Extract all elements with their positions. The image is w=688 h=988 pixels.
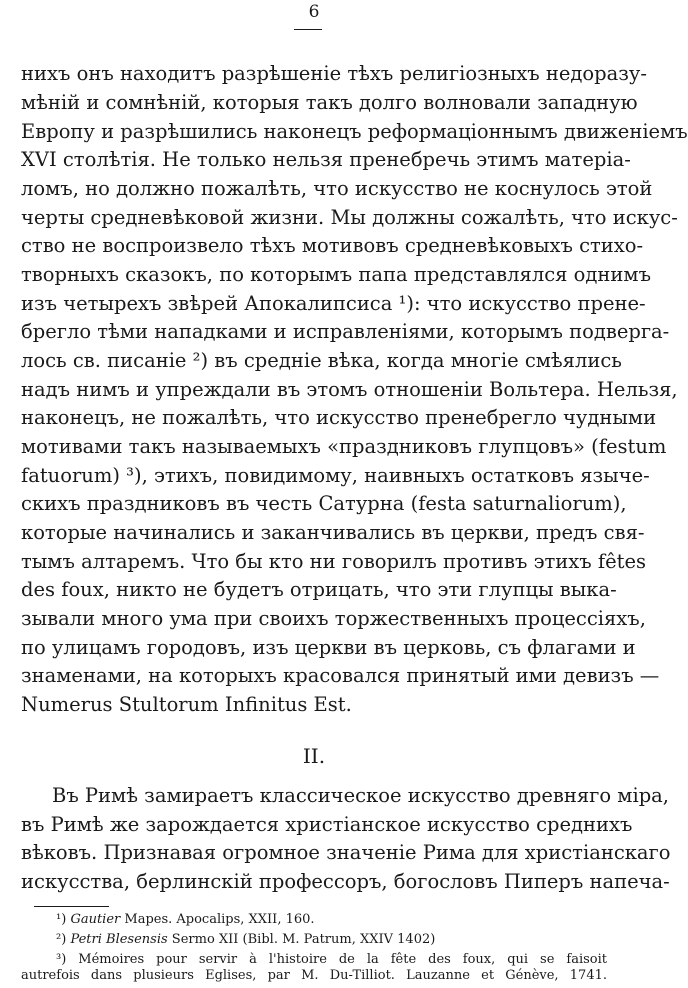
text-line: XVI столѣтія. Не только нельзя пренебречь этимъ матеріа- — [21, 148, 631, 171]
footnote-author: Petri Blesensis — [70, 932, 168, 947]
text-line: Европу и разрѣшились наконецъ реформаціоннымъ движеніемъ — [21, 120, 688, 143]
text-line: des foux, никто не будетъ отрицать, что эти глупцы выка- — [21, 578, 617, 601]
text-line: мѣній и сомнѣній, которыя такъ долго волновали западную — [21, 91, 638, 114]
text-line: искусства, берлинскій профессоръ, богословъ Пиперъ напеча- — [21, 870, 670, 893]
footnote-mark: ¹) — [56, 912, 67, 927]
text-line: черты средневѣковой жизни. Мы должны сожалѣть, что искус- — [21, 206, 678, 229]
text-line: Въ Римѣ замираетъ классическое искусство древняго міра, — [52, 784, 670, 807]
section-heading: II. — [302, 744, 326, 768]
text-line: тымъ алтаремъ. Что бы кто ни говорилъ противъ этихъ fêtes — [21, 550, 647, 573]
text-line: знаменами, на которыхъ красовался принятый ими девизъ — — [21, 664, 660, 687]
footnote-text: Mapes. Apocalips, XXII, 160. — [120, 912, 315, 927]
text-line: наконецъ, не пожалѣть, что искусство пренебрегло чудными — [21, 406, 657, 429]
footnote-text: Mémoires pour servir à l'histoire de la fête des foux, qui se faisoit — [66, 952, 607, 967]
text-line: надъ нимъ и упреждали въ этомъ отношеніи Вольтера. Нельзя, — [21, 378, 678, 401]
footnote-3-continued: autrefois dans plusieurs Eglises, par M. Du-Tilliot. Lauzanne et Génève, 1741. — [21, 968, 607, 983]
text-line: ломъ, но должно пожалѣть, что искусство не коснулось этой — [21, 177, 653, 200]
footnote-1 — [56, 910, 607, 930]
footnote-author: Gautier — [70, 912, 121, 927]
footnote-mark: ²) — [56, 932, 67, 947]
footnote-mark: ³) — [56, 952, 67, 967]
text-line: fatuorum) ³), этихъ, повидимому, наивныхъ остатковъ языче- — [21, 464, 650, 487]
page-number-rule — [294, 29, 322, 30]
text-line: лось св. писаніе ²) въ средніе вѣка, когда многіе смѣялись — [21, 349, 622, 372]
footnote-text: Sermo XII (Bibl. M. Patrum, XXIV 1402) — [167, 932, 436, 947]
page-number: 6 — [308, 2, 320, 22]
text-line: которые начинались и заканчивались въ церкви, предъ свя- — [21, 521, 645, 544]
text-line: въ Римѣ же зарождается христіанское искусство среднихъ — [21, 813, 633, 836]
text-line: мотивами такъ называемыхъ «праздниковъ глупцовъ» (festum — [21, 435, 667, 458]
text-line: зывали много ума при своихъ торжественныхъ процессіяхъ, — [21, 607, 646, 630]
footnote-2 — [56, 930, 607, 950]
text-line: по улицамъ городовъ, изъ церкви въ церковь, съ флагами и — [21, 636, 636, 659]
text-line: изъ четырехъ звѣрей Апокалипсиса ¹): что искусство прене- — [21, 292, 646, 315]
text-line: ство не воспроизвело тѣхъ мотивовъ средневѣковыхъ стихо- — [21, 234, 644, 257]
footnote-rule — [34, 906, 109, 907]
text-line: скихъ праздниковъ въ честь Сатурна (festa saturnaliorum), — [21, 492, 627, 515]
text-line: Numerus Stultorum Infinitus Est. — [21, 693, 352, 716]
text-line: творныхъ сказокъ, по которымъ папа представлялся однимъ — [21, 263, 651, 286]
text-line: вѣковъ. Признавая огромное значеніе Рима для христіанскаго — [21, 841, 671, 864]
text-line: брегло тѣми нападками и исправленіями, которымъ подверга- — [21, 320, 670, 343]
text-line: нихъ онъ находитъ разрѣшеніе тѣхъ религіозныхъ недоразу- — [21, 62, 647, 85]
